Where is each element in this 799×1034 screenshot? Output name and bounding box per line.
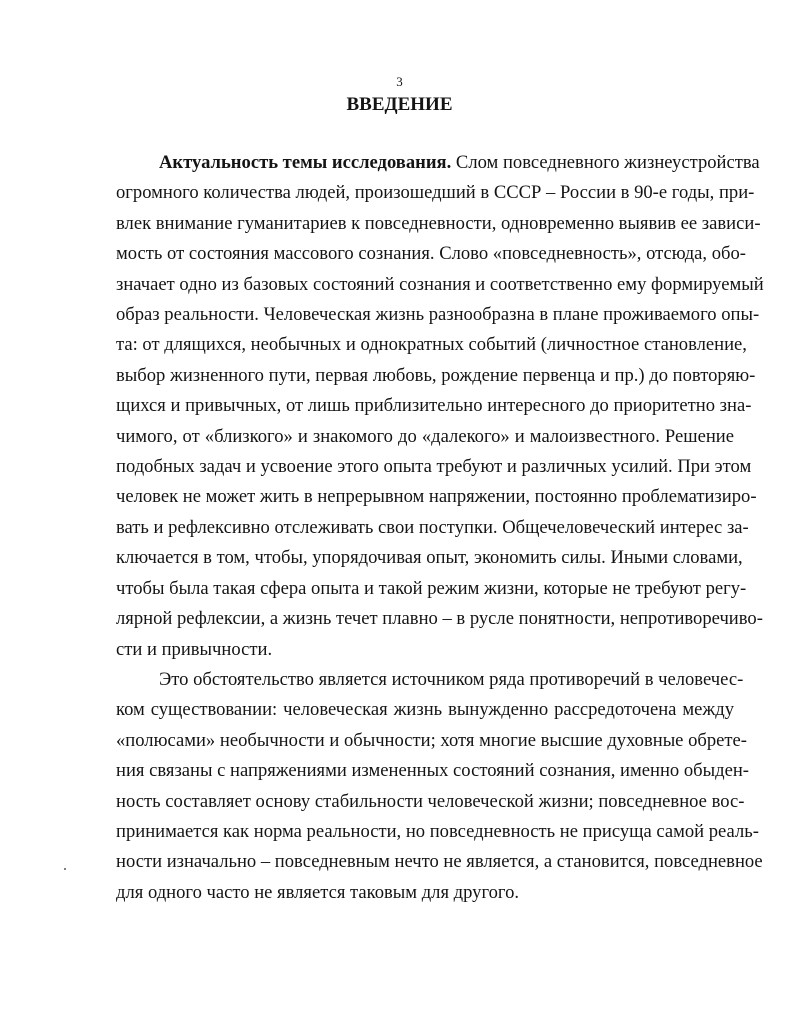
paragraph-line-text: Слом повседневного жизнеустройства	[451, 152, 760, 173]
body-text	[116, 148, 764, 908]
paragraph-line: значает одно из базовых состояний сознания и соответственно ему формируемый	[116, 273, 764, 295]
paragraph-line: чимого, от «близкого» и знакомого до «далекого» и малоизвестного. Решение	[116, 425, 734, 447]
paragraph-1	[116, 148, 764, 665]
paragraph-lead: Актуальность темы исследования.	[159, 152, 452, 173]
paragraph-line: подобных задач и усвоение этого опыта требуют и различных усилий. При этом	[116, 456, 752, 478]
paragraph-line: ключается в том, чтобы, упорядочивая опыт, экономить силы. Иными словами,	[116, 547, 743, 569]
paragraph-line: щихся и привычных, от лишь приблизительно интересного до приоритетно зна-	[116, 395, 752, 417]
paragraph-line: влек внимание гуманитариев к повседневности, одновременно выявив ее зависи-	[116, 212, 761, 234]
page-number: 3	[396, 74, 403, 89]
scan-speck	[64, 868, 66, 870]
paragraph-line: огромного количества людей, произошедший в СССР – России в 90-е годы, при-	[116, 182, 755, 204]
paragraph-line: ности изначально – повседневным нечто не является, а становится, повседневное	[116, 851, 763, 873]
paragraph-line	[116, 148, 760, 178]
paragraph-line: для одного часто не является таковым для другого.	[116, 881, 520, 903]
paragraph-line: сти и привычности.	[116, 638, 273, 660]
paragraph-line: лярной рефлексии, а жизнь течет плавно – в русле понятности, непротиворечиво-	[116, 608, 763, 630]
paragraph-line: чтобы была такая сфера опыта и такой режим жизни, которые не требуют регу-	[116, 577, 747, 599]
section-heading: ВВЕДЕНИЕ	[346, 94, 453, 115]
paragraph-line: «полюсами» необычности и обычности; хотя многие высшие духовные обрете-	[116, 729, 747, 751]
paragraph-line: та: от длящихся, необычных и однократных событий (личностное становление,	[116, 334, 747, 356]
paragraph-line: ность составляет основу стабильности человеческой жизни; повседневное вос-	[116, 790, 745, 812]
paragraph-line: мость от состояния массового сознания. Слово «повседневность», отсюда, обо-	[116, 243, 746, 265]
paragraph-line: ком существовании: человеческая жизнь вынужденно рассредоточена между	[116, 699, 734, 721]
paragraph-line: человек не может жить в непрерывном напряжении, постоянно проблематизиро-	[116, 486, 757, 508]
paragraph-line: вать и рефлексивно отслеживать свои поступки. Общечеловеческий интерес за-	[116, 516, 749, 538]
paragraph-line: Это обстоятельство является источником ряда противоречий в человечес-	[159, 668, 744, 690]
paragraph-line: образ реальности. Человеческая жизнь разнообразна в плане проживаемого опы-	[116, 304, 760, 326]
paragraph-line: ния связаны с напряжениями измененных состояний сознания, именно обыден-	[116, 760, 749, 782]
paragraph-2	[116, 665, 763, 908]
paragraph-line: принимается как норма реальности, но повседневность не присуща самой реаль-	[116, 820, 759, 842]
paragraph-line: выбор жизненного пути, первая любовь, рождение первенца и пр.) до повторяю-	[116, 364, 756, 386]
